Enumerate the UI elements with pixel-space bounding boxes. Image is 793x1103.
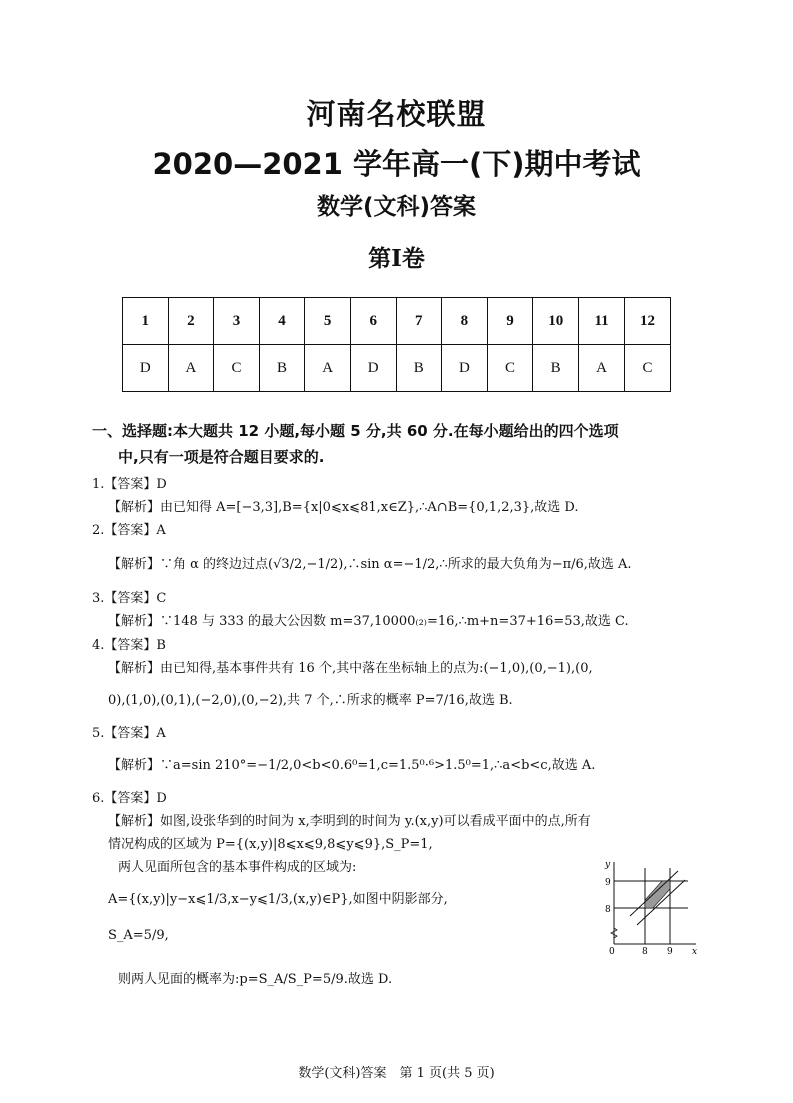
- q4-analysis-line2: 0),(1,0),(0,1),(−2,0),(0,−2),共 7 个,∴所求的概率 P=7/16,故选 B.: [108, 693, 513, 708]
- q6-answer: 6.【答案】D: [92, 791, 167, 806]
- q6-analysis-line1: 【解析】如图,设张华到的时间为 x,李明到的时间为 y.(x,y)可以看成平面中的点,所有: [108, 814, 591, 829]
- x-tick-9: 9: [667, 947, 673, 957]
- q4-analysis-line1: 【解析】由已知得,基本事件共有 16 个,其中落在坐标轴上的点为:(−1,0),(0,−1),(0,: [108, 661, 593, 676]
- question-number: 9: [487, 298, 533, 345]
- question-number: 7: [396, 298, 442, 345]
- answer-cell: B: [259, 345, 305, 392]
- q3-analysis: 【解析】∵148 与 333 的最大公因数 m=37,10000₍₂₎=16,∴m+n=37+16=53,故选 C.: [108, 614, 629, 629]
- q6-analysis-line3: 两人见面所包含的基本事件构成的区域为:: [118, 860, 357, 875]
- answer-cell: D: [350, 345, 396, 392]
- y-tick-8: 8: [605, 905, 611, 915]
- question-number: 1: [123, 298, 169, 345]
- q6-analysis-line6: 则两人见面的概率为:p=S_A/S_P=5/9.故选 D.: [118, 972, 393, 987]
- section-heading-line1: 一、选择题:本大题共 12 小题,每小题 5 分,共 60 分.在每小题给出的四个选项: [92, 422, 619, 440]
- answer-cell: D: [442, 345, 488, 392]
- x-tick-8: 8: [642, 947, 648, 957]
- answer-cell: C: [624, 345, 670, 392]
- q4-answer: 4.【答案】B: [92, 638, 166, 653]
- volume-heading: 第Ⅰ卷: [368, 245, 425, 272]
- q6-analysis-line4: A={(x,y)|y−x⩽1/3,x−y⩽1/3,(x,y)∈P},如图中阴影部分,: [108, 892, 448, 907]
- question-number: 11: [579, 298, 625, 345]
- x-axis-label: x: [692, 947, 698, 957]
- q6-analysis-line2: 情况构成的区域为 P={(x,y)|8⩽x⩽9,8⩽y⩽9},S_P=1,: [108, 837, 433, 852]
- q1-answer: 1.【答案】D: [92, 477, 167, 492]
- q3-answer: 3.【答案】C: [92, 591, 167, 606]
- answer-table: [122, 297, 671, 392]
- page-footer: 数学(文科)答案 第 1 页(共 5 页): [298, 1066, 495, 1081]
- title-line1: 河南名校联盟: [306, 97, 487, 131]
- answer-table-number-row: [123, 298, 671, 345]
- question-number: 10: [533, 298, 579, 345]
- y-axis-label: y: [605, 860, 611, 870]
- answer-cell: A: [168, 345, 214, 392]
- shaded-region: [645, 881, 670, 908]
- title-line3: 数学(文科)答案: [316, 194, 477, 220]
- answer-cell: D: [123, 345, 169, 392]
- answer-cell: C: [214, 345, 260, 392]
- question-number: 2: [168, 298, 214, 345]
- origin-label: 0: [609, 947, 615, 957]
- answer-cell: A: [305, 345, 351, 392]
- title-line2: 2020—2021 学年高一(下)期中考试: [152, 147, 641, 181]
- answer-cell: A: [579, 345, 625, 392]
- q2-answer: 2.【答案】A: [92, 523, 166, 538]
- probability-region-figure: [600, 858, 700, 958]
- q5-answer: 5.【答案】A: [92, 726, 166, 741]
- question-number: 8: [442, 298, 488, 345]
- q1-analysis: 【解析】由已知得 A=[−3,3],B={x|0⩽x⩽81,x∈Z},∴A∩B={0,1,2,3},故选 D.: [108, 500, 579, 515]
- answer-cell: C: [487, 345, 533, 392]
- q6-analysis-line5: S_A=5/9,: [108, 928, 169, 943]
- section-heading-line2: 中,只有一项是符合题目要求的.: [118, 448, 325, 466]
- q2-analysis: 【解析】∵角 α 的终边过点(√3/2,−1/2),∴sin α=−1/2,∴所求的最大负角为−π/6,故选 A.: [108, 557, 632, 572]
- q5-analysis: 【解析】∵a=sin 210°=−1/2,0<b<0.6⁰=1,c=1.5⁰·⁶>1.5⁰=1,∴a<b<c,故选 A.: [108, 758, 596, 773]
- y-tick-9: 9: [605, 878, 611, 888]
- question-number: 4: [259, 298, 305, 345]
- answer-table-answer-row: [123, 345, 671, 392]
- answer-cell: B: [533, 345, 579, 392]
- question-number: 12: [624, 298, 670, 345]
- question-number: 6: [350, 298, 396, 345]
- question-number: 3: [214, 298, 260, 345]
- answer-cell: B: [396, 345, 442, 392]
- question-number: 5: [305, 298, 351, 345]
